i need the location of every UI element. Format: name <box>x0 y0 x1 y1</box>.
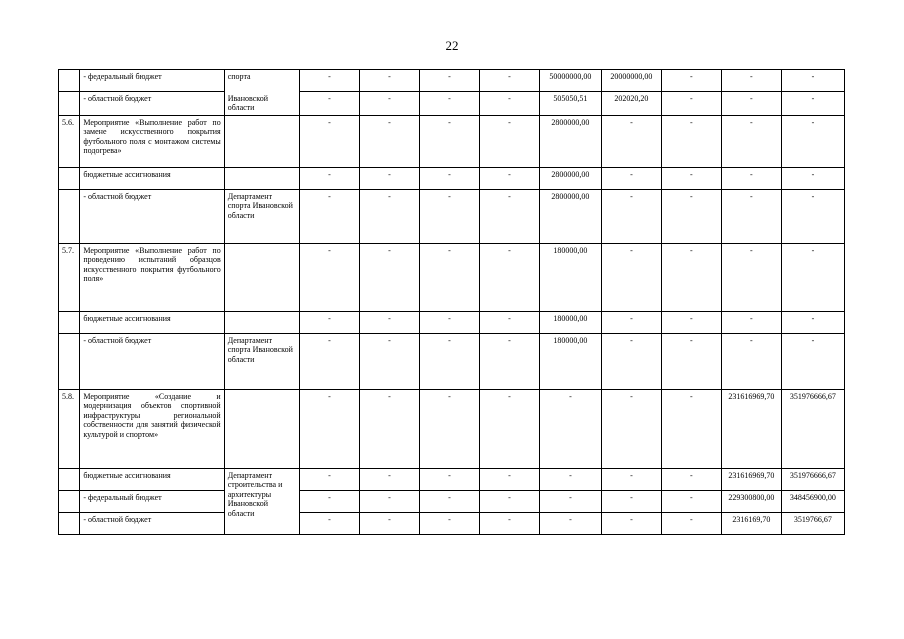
row-executor: спорта <box>224 70 299 92</box>
value-cell: - <box>601 468 661 490</box>
value-cell: - <box>479 115 539 167</box>
value-cell: - <box>359 468 419 490</box>
value-cell: - <box>661 468 721 490</box>
value-cell: - <box>479 490 539 512</box>
row-id <box>59 512 80 534</box>
table-row <box>59 70 845 92</box>
value-cell: 180000,00 <box>539 243 601 311</box>
value-cell: - <box>419 115 479 167</box>
value-cell: - <box>601 167 661 189</box>
value-cell: - <box>299 468 359 490</box>
value-cell: - <box>781 333 844 389</box>
value-cell: 231616969,70 <box>721 468 781 490</box>
value-cell: - <box>359 311 419 333</box>
row-id <box>59 167 80 189</box>
value-cell: 202020,20 <box>601 92 661 116</box>
value-cell: - <box>721 92 781 116</box>
value-cell: - <box>721 70 781 92</box>
row-name: Мероприятие «Выполнение работ по замене искусственного покрытия футбольного поля с монтажом системы подогрева» <box>80 115 224 167</box>
value-cell: - <box>359 333 419 389</box>
value-cell: - <box>781 243 844 311</box>
value-cell: - <box>479 468 539 490</box>
value-cell: - <box>479 512 539 534</box>
row-executor: Ивановской области <box>224 92 299 116</box>
value-cell: - <box>359 512 419 534</box>
value-cell: - <box>721 311 781 333</box>
value-cell: - <box>661 333 721 389</box>
value-cell: - <box>479 70 539 92</box>
value-cell: 20000000,00 <box>601 70 661 92</box>
value-cell: - <box>419 490 479 512</box>
value-cell: - <box>781 311 844 333</box>
value-cell: - <box>419 468 479 490</box>
value-cell: - <box>721 115 781 167</box>
value-cell: - <box>299 167 359 189</box>
value-cell: - <box>359 243 419 311</box>
value-cell: - <box>721 167 781 189</box>
value-cell: - <box>601 512 661 534</box>
value-cell: - <box>419 189 479 243</box>
row-id: 5.6. <box>59 115 80 167</box>
row-id <box>59 189 80 243</box>
value-cell: - <box>419 311 479 333</box>
value-cell: - <box>419 167 479 189</box>
table-row <box>59 333 845 389</box>
row-id <box>59 92 80 116</box>
value-cell: 351976666,67 <box>781 468 844 490</box>
value-cell: - <box>781 167 844 189</box>
row-id <box>59 468 80 490</box>
value-cell: - <box>661 115 721 167</box>
value-cell: - <box>419 333 479 389</box>
value-cell: 3519766,67 <box>781 512 844 534</box>
value-cell: - <box>419 70 479 92</box>
value-cell: - <box>601 243 661 311</box>
value-cell: - <box>781 70 844 92</box>
value-cell: - <box>479 243 539 311</box>
row-id <box>59 490 80 512</box>
value-cell: - <box>781 189 844 243</box>
value-cell: - <box>721 243 781 311</box>
value-cell: - <box>661 70 721 92</box>
value-cell: - <box>359 389 419 468</box>
table-row <box>59 167 845 189</box>
value-cell: - <box>359 92 419 116</box>
table-row <box>59 490 845 512</box>
value-cell: - <box>479 167 539 189</box>
value-cell: - <box>299 490 359 512</box>
value-cell: - <box>661 389 721 468</box>
value-cell: - <box>479 389 539 468</box>
value-cell: - <box>419 92 479 116</box>
value-cell: 348456900,00 <box>781 490 844 512</box>
row-name: бюджетные ассигнования <box>80 468 224 490</box>
value-cell: - <box>359 490 419 512</box>
value-cell: - <box>419 243 479 311</box>
row-name: бюджетные ассигнования <box>80 311 224 333</box>
row-executor: Департамент строительства и архитектуры Ивановской области <box>224 468 299 534</box>
budget-table <box>58 69 845 535</box>
value-cell: - <box>601 189 661 243</box>
table-row <box>59 189 845 243</box>
row-name: Мероприятие «Создание и модернизация объектов спортивной инфраструктуры региональной собственности для занятий физической культурой и спортом» <box>80 389 224 468</box>
value-cell: 2800000,00 <box>539 115 601 167</box>
value-cell: - <box>781 115 844 167</box>
row-id: 5.8. <box>59 389 80 468</box>
value-cell: - <box>299 115 359 167</box>
table-row <box>59 92 845 116</box>
value-cell: 2800000,00 <box>539 189 601 243</box>
value-cell: 50000000,00 <box>539 70 601 92</box>
value-cell: - <box>721 333 781 389</box>
row-name: - областной бюджет <box>80 512 224 534</box>
row-executor: Департамент спорта Ивановской области <box>224 189 299 243</box>
table-row <box>59 389 845 468</box>
value-cell: - <box>359 115 419 167</box>
value-cell: - <box>721 189 781 243</box>
row-name: Мероприятие «Выполнение работ по проведению испытаний образцов искусственного покрытия футбольного поля» <box>80 243 224 311</box>
row-id <box>59 311 80 333</box>
value-cell: - <box>601 490 661 512</box>
value-cell: - <box>539 512 601 534</box>
value-cell: 351976666,67 <box>781 389 844 468</box>
value-cell: - <box>419 512 479 534</box>
row-name: - областной бюджет <box>80 189 224 243</box>
value-cell: - <box>479 311 539 333</box>
value-cell: - <box>299 189 359 243</box>
value-cell: 180000,00 <box>539 311 601 333</box>
table-row <box>59 243 845 311</box>
value-cell: - <box>661 167 721 189</box>
row-executor <box>224 115 299 167</box>
row-name: бюджетные ассигнования <box>80 167 224 189</box>
value-cell: 180000,00 <box>539 333 601 389</box>
value-cell: - <box>539 389 601 468</box>
row-executor: Департамент спорта Ивановской области <box>224 333 299 389</box>
table-row <box>59 311 845 333</box>
value-cell: - <box>299 70 359 92</box>
table-row <box>59 512 845 534</box>
row-id: 5.7. <box>59 243 80 311</box>
row-executor <box>224 311 299 333</box>
value-cell: - <box>661 92 721 116</box>
value-cell: - <box>359 70 419 92</box>
value-cell: - <box>661 512 721 534</box>
value-cell: - <box>539 468 601 490</box>
value-cell: - <box>479 189 539 243</box>
value-cell: - <box>661 243 721 311</box>
value-cell: - <box>781 92 844 116</box>
value-cell: 2800000,00 <box>539 167 601 189</box>
row-executor <box>224 389 299 468</box>
value-cell: - <box>419 389 479 468</box>
value-cell: - <box>479 333 539 389</box>
value-cell: - <box>601 389 661 468</box>
value-cell: - <box>359 167 419 189</box>
value-cell: - <box>299 92 359 116</box>
value-cell: - <box>479 92 539 116</box>
table-row <box>59 115 845 167</box>
row-name: - федеральный бюджет <box>80 70 224 92</box>
page-number: 22 <box>445 38 459 53</box>
value-cell: - <box>661 311 721 333</box>
value-cell: 505050,51 <box>539 92 601 116</box>
row-name: - областной бюджет <box>80 333 224 389</box>
value-cell: - <box>661 189 721 243</box>
value-cell: - <box>299 243 359 311</box>
table-row <box>59 468 845 490</box>
value-cell: 2316169,70 <box>721 512 781 534</box>
value-cell: - <box>359 189 419 243</box>
value-cell: - <box>601 115 661 167</box>
value-cell: 231616969,70 <box>721 389 781 468</box>
row-id <box>59 333 80 389</box>
row-name: - федеральный бюджет <box>80 490 224 512</box>
value-cell: - <box>299 512 359 534</box>
value-cell: - <box>539 490 601 512</box>
row-id <box>59 70 80 92</box>
value-cell: - <box>299 333 359 389</box>
value-cell: - <box>601 311 661 333</box>
value-cell: - <box>661 490 721 512</box>
value-cell: - <box>601 333 661 389</box>
row-executor <box>224 167 299 189</box>
value-cell: - <box>299 389 359 468</box>
row-name: - областной бюджет <box>80 92 224 116</box>
row-executor <box>224 243 299 311</box>
value-cell: - <box>299 311 359 333</box>
value-cell: 229300800,00 <box>721 490 781 512</box>
